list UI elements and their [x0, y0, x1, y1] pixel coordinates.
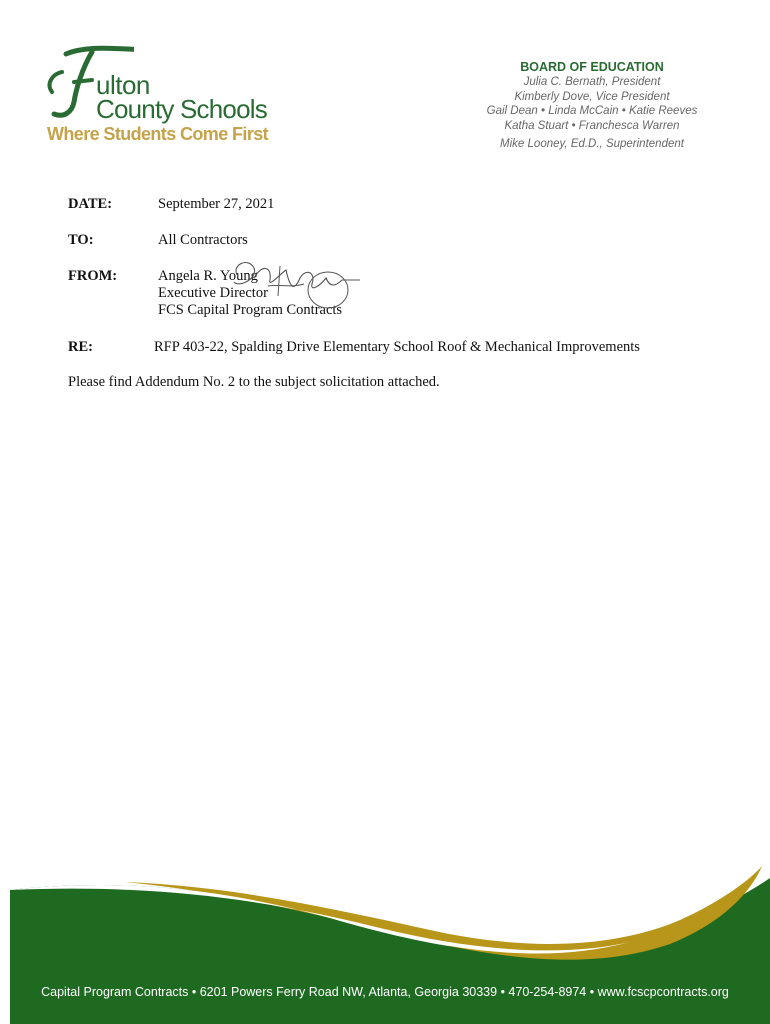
from-label: FROM: — [68, 268, 118, 284]
board-member-line: Katha Stuart • Franchesca Warren — [504, 119, 680, 132]
to-value: All Contractors — [158, 232, 248, 248]
fulton-county-schools-logo — [44, 44, 269, 149]
superintendent-line: Mike Looney, Ed.D., Superintendent — [500, 138, 684, 150]
from-department: FCS Capital Program Contracts — [158, 302, 343, 318]
from-title: Executive Director — [158, 285, 268, 301]
handwritten-signature — [220, 258, 370, 313]
date-value: September 27, 2021 — [158, 196, 275, 212]
logo-name-line1: ulton — [96, 70, 150, 100]
footer-contact-line: Capital Program Contracts • 6201 Powers Ferry Road NW, Atlanta, Georgia 30339 • 470-254-8974 • www.fcscpcontracts.org — [41, 985, 729, 999]
board-member-line: Kimberly Dove, Vice President — [514, 90, 670, 103]
re-value: RFP 403-22, Spalding Drive Elementary School Roof & Mechanical Improvements — [154, 339, 640, 355]
board-of-education-block — [470, 60, 714, 150]
memo-body: Please find Addendum No. 2 to the subject solicitation attached. — [68, 374, 440, 390]
board-member-line: Gail Dean • Linda McCain • Katie Reeves — [486, 105, 698, 117]
to-label: TO: — [68, 232, 94, 248]
from-name: Angela R. Young — [158, 268, 258, 284]
logo-tagline: Where Students Come First — [47, 124, 269, 144]
board-heading: BOARD OF EDUCATION — [520, 60, 664, 74]
footer-wave-graphic — [0, 858, 770, 1024]
board-member-line: Julia C. Bernath, President — [523, 76, 661, 88]
re-label: RE: — [68, 339, 93, 355]
logo-name-line2: County Schools — [96, 94, 267, 124]
date-label: DATE: — [68, 196, 113, 212]
